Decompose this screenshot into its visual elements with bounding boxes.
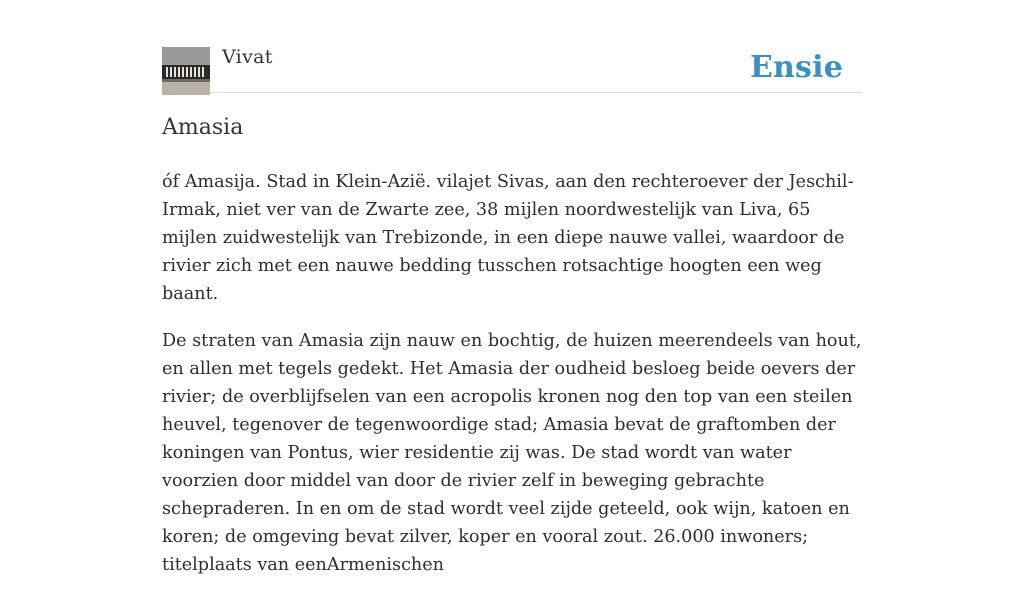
article-body [162, 168, 862, 598]
article-paragraph-1: óf Amasija. Stad in Klein-Azië. vilajet Sivas, aan den rechteroever der Jeschil-Irmak, niet ver van de Zwarte zee, 38 mijlen noordwestelijk van Liva, 65 mijlen zuidwestelijk van Trebizonde, in een diepe nauwe vallei, waardoor de rivier zich met een nauwe bedding tusschen rotsachtige hoogten een weg baant. [162, 172, 854, 304]
article-title: Amasia [162, 115, 244, 140]
article-header [162, 46, 862, 93]
piano-keys-icon [162, 47, 210, 95]
author-avatar[interactable] [162, 47, 210, 95]
brand-logo-link[interactable]: Ensie [749, 50, 843, 85]
article-paragraph-2: De straten van Amasia zijn nauw en bochtig, de huizen meerendeels van hout, en allen met tegels gedekt. Het Amasia der oudheid besloeg beide oevers der rivier; de overblijfselen van een acropolis kronen nog den top van een steilen heuvel, tegenover de tegenwoordige stad; Amasia bevat de graftomben der koningen van Pontus, wier residentie zij was. De stad wordt van water voorzien door middel van door de rivier zelf in beweging gebrachte schepraderen. In en om de stad wordt veel zijde geteeld, ook wijn, katoen en koren; de omgeving bevat zilver, koper en vooral zout. 26.000 inwoners; titelplaats van eenArmenischen [162, 331, 862, 575]
author-name[interactable]: Vivat [222, 46, 273, 68]
